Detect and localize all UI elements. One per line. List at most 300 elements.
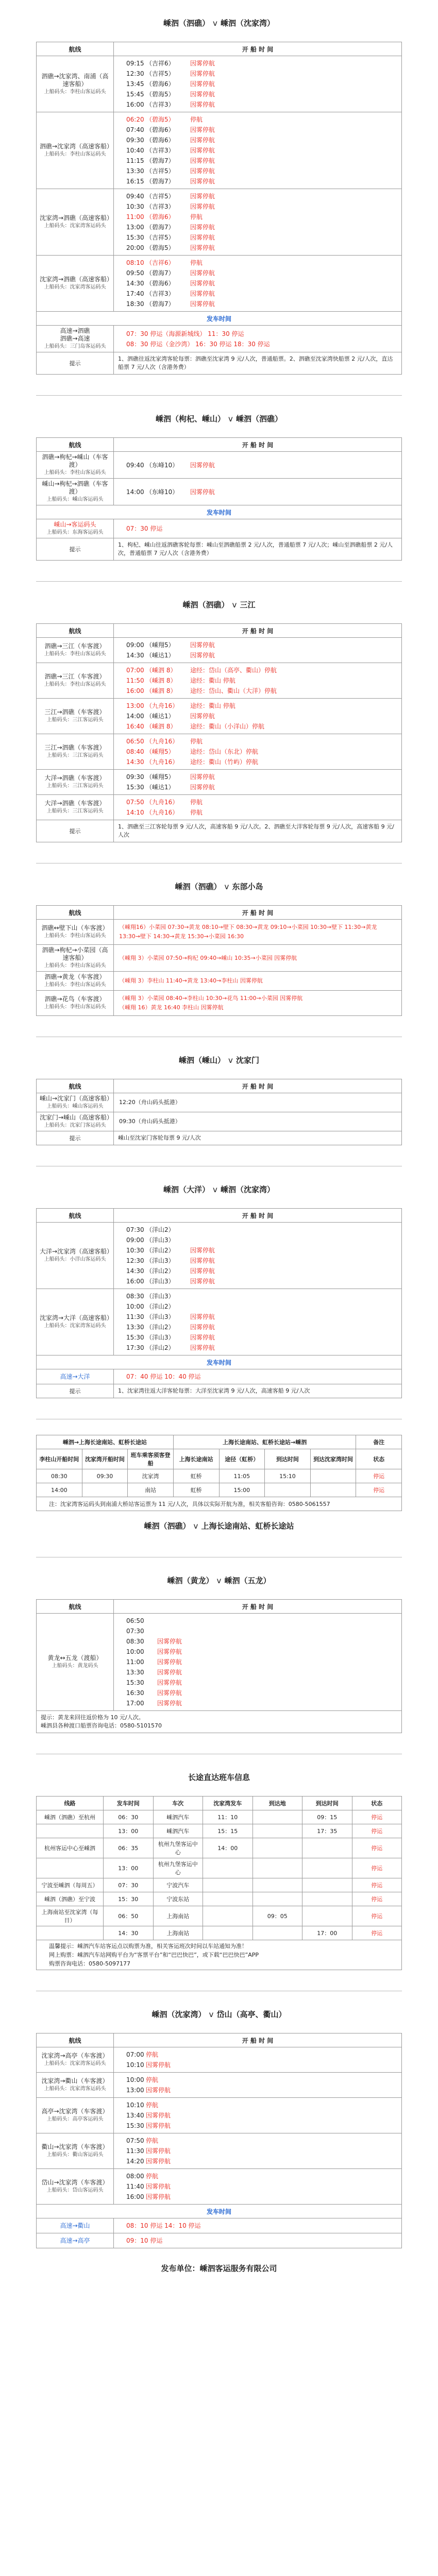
departure-row [114, 222, 401, 232]
route-name: 沈家湾→高亭（车客渡） [41, 2052, 109, 2059]
vessel-name: （嵊泗 8） [146, 677, 177, 684]
route-cell: 上海南站至沈家湾（每日） [37, 1906, 104, 1926]
departure-row [114, 89, 401, 99]
column-header: 状态 [352, 1797, 402, 1810]
departure-time: 07:30 [126, 1226, 144, 1233]
boarding-pier: 上船码头：沈家门客运码头 [44, 1123, 106, 1128]
vessel-name: （嵊达1） [146, 652, 175, 659]
section-title: 嵊泗（黄龙） v 嵊泗（五龙） [167, 1576, 271, 1585]
note-text: 1、泗礁往返沈家湾客轮每票：泗礁至沈家湾 9 元/人次，普通船票。2、泗礁至沈家湾快船票 2 元/人次，直达船票 7 元/人次（含港务费） [114, 352, 402, 375]
departure-row [114, 1322, 401, 1332]
departure-row [114, 807, 401, 818]
departure-row [114, 176, 401, 187]
table-row [37, 1926, 402, 1940]
route-cell: 嵊泗（泗礁）至宁波 [37, 1892, 104, 1906]
status-cell: 停运 [352, 1810, 402, 1824]
departure-time: 14:10 [126, 809, 144, 816]
table-cell: 14：30 [104, 1926, 154, 1940]
schedule-line: （嵊翔16）小菜园 07:30→黄龙 08:10→壁下 08:30→黄龙 09:10→小菜园 10:30→壁下 11:30→黄龙 13:30→壁下 14:30→黄龙 15:30→小菜园 16:30 [119, 924, 377, 940]
departure-row [114, 1677, 401, 1688]
boarding-pier: 上船码头：岱山客运码头 [46, 2188, 104, 2193]
schedule-line: （嵊翔 3）小菜园 07:50→枸杞 09:40→嵊山 10:35→小菜园 因雾停航 [119, 954, 297, 961]
vessel-name: （吉祥5） [146, 193, 175, 200]
departure-row [114, 1636, 401, 1647]
departure-status: 停航 [146, 2076, 159, 2083]
departure-status: 因雾停航 [190, 784, 215, 791]
route-cell [37, 189, 114, 256]
table-cell: 06：35 [104, 1838, 154, 1858]
vessel-name: （洋山2） [146, 1226, 175, 1233]
departure-row [114, 2181, 401, 2192]
table-cell: 15：30 [104, 1892, 154, 1906]
departure-time: 08:30 [126, 1293, 144, 1300]
departure-status: 因雾停航 [190, 157, 215, 164]
departure-status: 因雾停航 [190, 652, 215, 659]
departure-time: 11:30 [126, 1313, 144, 1320]
vessel-name: （碧海6） [146, 280, 175, 287]
departure-status: 因雾停航 [190, 773, 215, 781]
table-cell: 13：00 [104, 1858, 154, 1878]
table-cell: 上海南站 [153, 1906, 203, 1926]
departure-time: 14:20 [126, 2158, 144, 2165]
timetable: 航线 开 船 时 间 嵊山→沈家门（高速客船） 上船码头：嵊山客运码头 12:20（舟山码头抵港） 沈家门→嵊山（高速客船） 上船码头：沈家门客运码头 09:30（舟山码头抵港） 提示 嵊山至沈家门客轮每票 9 元/人次 [36, 1079, 402, 1145]
route-cell [37, 972, 114, 991]
status-cell: 停运 [352, 1838, 402, 1858]
departure-time: 17:30 [126, 1344, 144, 1351]
departure-times [114, 2133, 402, 2169]
departure-status: 因雾停航 [157, 1669, 182, 1676]
departure-row [114, 1266, 401, 1276]
vessel-name: （吉祥3） [146, 147, 175, 154]
table-cell: 11：10 [203, 1810, 253, 1824]
timetable: 航线 开 船 时 间 泗礁→枸杞→嵊山（车客渡） 上船码头：李柱山客运码头 09:40 （东峰10） 因雾停航 嵊山→枸杞→泗礁（车客渡） 上船码头：嵊山客运码头 14:00 （东峰10） 因雾停航 发车时间 嵊山→客运码头 上船码头：东海客运码头 07：30 停运 提示 1、枸杞、嵊山往返泗礁客轮每票：嵊山至泗礁船票 2 元/人次，普通船票 7 元/人次；嵊山至泗礁船票 2 元/人次，普通船票 7 元/人次（含港务费） [36, 437, 402, 561]
vessel-name: （吉祥5） [146, 167, 175, 175]
table-cell: 17：35 [302, 1824, 352, 1838]
departure-status: 因雾停航 [190, 1278, 215, 1285]
departure-row [114, 782, 401, 792]
departure-time: 09:30 [126, 773, 144, 781]
route-name: 沈家门→嵊山（高速客船） [40, 1114, 113, 1121]
route-cell [37, 699, 114, 734]
departure-time: 06:20 [126, 116, 144, 123]
column-header: 沈家湾开船时间 [82, 1449, 128, 1469]
departure-times [114, 734, 402, 770]
boarding-pier: 上船码头：李柱山客运码头 [44, 963, 106, 969]
departure-status: 停航 [190, 259, 203, 266]
departure-row [114, 299, 401, 309]
departure-time: 10:10 [126, 2061, 144, 2069]
column-header: 到达时间 [265, 1449, 311, 1469]
column-header: 李柱山开船时间 [37, 1449, 82, 1469]
route-name: 泗礁→三江（车客渡） [44, 673, 106, 680]
departure-time: 08:30 [126, 1638, 144, 1645]
table-cell [252, 1838, 302, 1858]
route-cell [37, 638, 114, 663]
timetable: 航线 开 船 时 间 大洋→沈家湾（高速客船） 上船码头：小洋山客运码头 07:30 （洋山2） 09:00 （洋山3） 10:30 （洋山2） 因雾停航 12:30 （洋山3） 因雾停航 14:30 （洋山2） 因雾停航 16:00 （洋山3） 因雾停航 沈家湾→大洋（高速客船） 上船码头：沈家湾客运码头 08:30 （洋山3） 10:00 （洋山2） 11:30 （洋山3） 因雾停航 13:30 （洋山2） 因雾停航 15:30 （洋山3） 因雾停航 17:30 （洋山2） 因雾停航 发车时间 高速→大洋 07：40 停运 10：40 停运 提示 1、沈家湾往返大洋客轮每票：大洋至沈家湾 9 元/人次，高速客船 9 元/人次 [36, 1208, 402, 1398]
departure-time: 07:00 [126, 2051, 144, 2058]
vessel-name: （九舟16） [146, 809, 179, 816]
vessel-name: （吉祥5） [146, 70, 175, 77]
vessel-name: （九舟16） [146, 738, 179, 745]
departure-row [114, 2100, 401, 2110]
table-cell [203, 1858, 253, 1878]
table-cell [252, 1858, 302, 1878]
departure-status: 因雾停航 [146, 2158, 171, 2165]
vessel-name: （九舟16） [146, 758, 179, 766]
departure-time: 13:00 [126, 224, 144, 231]
route-name: 泗礁→枸杞→小菜园（高速客船） [42, 946, 108, 961]
departure-time: 16:00 [126, 2193, 144, 2200]
departure-status: 因雾停航 [190, 1334, 215, 1341]
departure-text [114, 920, 402, 945]
section-gouqi-sijiao [0, 396, 438, 561]
departure-row [114, 2136, 401, 2146]
departure-times [114, 1289, 402, 1355]
departure-time: 16:15 [126, 178, 144, 185]
timetable: 航线 开 船 时 间 黄龙↔五龙（渡船） 上船码头：黄龙码头 06:50 07:30 08:30 因雾停航 10:00 因雾停航 11:00 因雾停航 13:30 因雾停航 15:30 因雾停航 16:30 因雾停航 17:00 因雾停航 提示：黄龙来回往返价格为 10 元/人次。 嵊泗县各种渡口船票咨询电话：0580-5101570 [36, 1599, 402, 1733]
departure-time: 07:00 [126, 667, 144, 674]
status-cell: 停运 [352, 1824, 402, 1838]
vessel-name: （洋山2） [146, 1324, 175, 1331]
departure-time: 14:30 [126, 280, 144, 287]
table-cell: 宁波汽车 [153, 1878, 203, 1892]
section-title: 嵊泗（沈家湾） v 岱山（高亭、衢山） [151, 2010, 287, 2019]
table-cell: 14：00 [203, 1838, 253, 1858]
departure-time: 13:40 [126, 2112, 144, 2119]
departure-time: 11:15 [126, 157, 144, 164]
vessel-name: （嵊达1） [146, 784, 175, 791]
route-row [37, 2073, 402, 2098]
table-cell: 17：00 [302, 1926, 352, 1940]
vessel-name: （洋山2） [146, 1247, 175, 1254]
route-cell [37, 2169, 114, 2205]
section-shanghai-bus [0, 1419, 438, 1536]
departure-status: 途经：衢山 停航 [190, 702, 235, 709]
boarding-pier: 上船码头：沈家湾客运码头 [44, 2086, 106, 2092]
vessel-name: （碧海5） [146, 116, 175, 123]
table-cell: 虹桥 [173, 1483, 219, 1497]
route-cell [37, 1926, 104, 1940]
departure-row [114, 747, 401, 757]
departure-time: 15:30 [126, 1679, 144, 1686]
departure-status: 停航 [146, 2173, 159, 2180]
departure-time: 10:00 [126, 2076, 144, 2083]
departure-row [114, 258, 401, 268]
departure-time: 10:00 [126, 1648, 144, 1655]
departure-times [114, 770, 402, 795]
section-long-distance-bus [0, 1754, 438, 1970]
route-cell [37, 1289, 114, 1355]
departure-status: 因雾停航 [190, 167, 215, 175]
table-cell: 11:05 [219, 1469, 265, 1483]
vessel-name: （碧海7） [146, 269, 175, 277]
departure-status: 因雾停航 [190, 269, 215, 277]
route-name: 泗礁→花鸟（车客渡） [44, 995, 106, 1003]
table-cell [252, 1878, 302, 1892]
departure-row [114, 212, 401, 222]
departure-status: 停航 [190, 799, 203, 806]
route-row [37, 699, 402, 734]
boarding-pier: 上船码头：嵊山客运码头 [46, 1104, 104, 1109]
table-cell: 09：05 [252, 1906, 302, 1926]
departure-time: 16:00 [126, 687, 144, 694]
route-row [37, 991, 402, 1016]
route-name: 泗礁→沈家湾（高速客船） [40, 143, 113, 150]
route-row [37, 945, 402, 972]
departure-row [114, 2060, 401, 2070]
route-cell [37, 770, 114, 795]
departure-status: 因雾停航 [146, 2087, 171, 2094]
departure-status: 因雾停航 [146, 2147, 171, 2155]
boarding-pier: 上船码头：李柱山客运码头 [44, 682, 106, 687]
route-row [37, 56, 402, 112]
departure-time: 15:30 [126, 234, 144, 241]
departure-time: 09:50 [126, 269, 144, 277]
departure-row [114, 2110, 401, 2121]
boarding-pier: 上船码头：沈家湾客运码头 [44, 223, 106, 229]
departure-text [114, 991, 402, 1016]
route-name: 沈家湾→大洋（高速客船） [40, 1314, 113, 1321]
departure-time: 14:00 [126, 713, 144, 720]
departure-text [114, 1093, 402, 1112]
table-cell: 上海南站 [153, 1926, 203, 1940]
vessel-name: （洋山2） [146, 1303, 175, 1310]
route-row [37, 256, 402, 312]
departure-row [114, 268, 401, 278]
table-row [37, 1810, 402, 1824]
departure-row [114, 232, 401, 243]
publisher-footer: 发布单位：嵊泗客运服务有限公司 [161, 2264, 277, 2273]
departure-status: 途经：衢山 停航 [190, 677, 235, 684]
section-sijiao-shenjiawan [0, 0, 438, 375]
vessel-name: （洋山3） [146, 1257, 175, 1264]
departure-status: 途经：衢山（竹屿）停航 [190, 758, 259, 766]
departure-time: 11:00 [126, 213, 144, 221]
departure-row [114, 675, 401, 686]
departure-times [114, 795, 402, 820]
boarding-pier: 上船码头：沈家湾客运码头 [44, 284, 106, 290]
table-row [37, 1878, 402, 1892]
vessel-name: （吉祥3） [146, 101, 175, 108]
schedule-line: （嵊翔 3）小菜园 08:40→李柱山 10:30→花鸟 11:00→小菜园 因雾停航 [119, 995, 303, 1002]
departure-row [114, 711, 401, 721]
departure-status: 因雾停航 [190, 290, 215, 297]
departure-status: 因雾停航 [190, 91, 215, 98]
boarding-pier: 上船码头：高亭客运码头 [46, 2116, 104, 2122]
note-label: 提示 [37, 352, 114, 375]
table-cell: 杭州九堡客运中心 [153, 1838, 203, 1858]
schedule-line: （嵊翔 16）黄龙 16:40 李柱山 因雾停航 [119, 1004, 224, 1011]
table-cell: 13：00 [104, 1824, 154, 1838]
vessel-name: （嵊达1） [146, 713, 175, 720]
departure-status: 停航 [146, 2051, 159, 2058]
table-cell: 沈家湾 [128, 1469, 174, 1483]
timetable: 航线 开 船 时 间 泗礁↔壁下山（车客渡） 上船码头：李柱山客运码头 （嵊翔16）小菜园 07:30→黄龙 08:10→壁下 08:30→黄龙 09:10→小菜园 10:30→壁下 11:30→黄龙 13:30→壁下 14:30→黄龙 15:30→小菜园 16:30 泗礁→枸杞→小菜园（高速客船） 上船码头：李柱山客运码头 （嵊翔 3）小菜园 07:50→枸杞 09:40→嵊山 10:35→小菜园 因雾停航 泗礁→黄龙（车客渡） 上船码头：李柱山客运码头 （嵊翔 3）李柱山 11:40→黄龙 13:40→李柱山 因雾停航 泗礁→花鸟（车客渡） 上船码头：李柱山客运码头 （嵊翔 3）小菜园 08:40→李柱山 10:30→花鸟 11:00→小菜园 因雾停航 （嵊翔 16）黄龙 16:40 李柱山 因雾停航 [36, 905, 402, 1016]
table-cell [203, 1926, 253, 1940]
status-cell: 停运 [352, 1858, 402, 1878]
table-cell [252, 1810, 302, 1824]
table-cell: 06：50 [104, 1906, 154, 1926]
table-cell [302, 1906, 352, 1926]
departure-time: 11:30 [126, 2147, 144, 2155]
departure-status: 因雾停航 [190, 1267, 215, 1275]
departure-status: 停航 [190, 738, 203, 745]
departure-time: 08:10 [126, 259, 144, 266]
departure-time: 09:30 [126, 137, 144, 144]
column-header: 到达沈家湾时间 [310, 1449, 356, 1469]
departure-time: 13:00 [126, 702, 144, 709]
departure-times [114, 2169, 402, 2205]
departure-row [114, 2075, 401, 2085]
departure-row [114, 1235, 401, 1245]
boarding-pier: 上船码头：李柱山客运码头 [44, 1004, 106, 1010]
departure-times [114, 699, 402, 734]
vessel-name: （嵊泗 8） [146, 687, 177, 694]
departure-status: 因雾停航 [157, 1689, 182, 1697]
departure-row [114, 1332, 401, 1343]
boarding-pier: 上船码头：李柱山客运码头 [44, 982, 106, 988]
table-cell [302, 1878, 352, 1892]
route-row [37, 2169, 402, 2205]
table-cell: 06：30 [104, 1810, 154, 1824]
schedule-line: 09:30（舟山码头抵港） [119, 1118, 181, 1125]
route-cell [37, 112, 114, 189]
section-title: 嵊泗（嵊山） v 沈家门 [179, 1056, 259, 1065]
departure-status: 因雾停航 [190, 193, 215, 200]
departure-times [114, 2047, 402, 2073]
departure-row [114, 278, 401, 289]
section-shenjiawan-daishan [0, 1991, 438, 2248]
vessel-name: （洋山2） [146, 1267, 175, 1275]
departure-time: 15:30 [126, 1334, 144, 1341]
departure-time: 08:40 [126, 748, 144, 755]
route-name: 沈家湾→衢山（车客渡） [41, 2077, 109, 2084]
column-header: 班车乘客须客登船 [128, 1449, 174, 1469]
route-row [37, 920, 402, 945]
departure-row [114, 1647, 401, 1657]
departure-status: 因雾停航 [146, 2061, 171, 2069]
route-row [37, 1289, 402, 1355]
section-title: 嵊泗（泗礁） v 三江 [182, 600, 256, 609]
table-cell: 南站 [128, 1483, 174, 1497]
departure-times [114, 638, 402, 663]
departure-row [114, 114, 401, 125]
section-title: 嵊泗（泗礁） v 嵊泗（沈家湾） [163, 19, 275, 28]
departure-time: 10:00 [126, 1303, 144, 1310]
table-cell: 14:00 [37, 1483, 82, 1497]
table-cell [252, 1824, 302, 1838]
boarding-pier: 上船码头：三江客运码头 [46, 753, 104, 758]
boarding-pier: 上船码头：三江客运码头 [46, 717, 104, 723]
departure-time: 12:30 [126, 70, 144, 77]
departure-row [114, 1245, 401, 1256]
departure-status: 因雾停航 [190, 1344, 215, 1351]
status-cell: 停运 [352, 1878, 402, 1892]
departure-row [114, 1626, 401, 1636]
vessel-name: （吉祥3） [146, 290, 175, 297]
boarding-pier: 上船码头：小洋山客运码头 [44, 1257, 106, 1262]
departure-time: 15:30 [126, 2122, 144, 2129]
table-row [37, 1858, 402, 1878]
status-cell: 停运 [352, 1906, 402, 1926]
status-cell: 停运 [356, 1483, 402, 1497]
vessel-name: （吉祥3） [146, 203, 175, 210]
departure-time: 16:40 [126, 723, 144, 730]
departure-time: 13:30 [126, 1669, 144, 1676]
header-route: 航线 [37, 42, 114, 56]
table-cell: 09：15 [302, 1810, 352, 1824]
departure-times [114, 189, 402, 256]
departure-row [114, 1225, 401, 1235]
route-cell [37, 920, 114, 945]
departure-time: 14:30 [126, 1267, 144, 1275]
section-caption: 嵊泗（泗礁） v 上海长途南站、虹桥长途站 [144, 1521, 294, 1531]
departure-row [114, 135, 401, 145]
timetable: 航线 开 船 时 间 沈家湾→高亭（车客渡） 上船码头：沈家湾客运码头 07:00 停航 10:10 因雾停航 沈家湾→衢山（车客渡） 上船码头：沈家湾客运码头 10:00 停航 13:00 因雾停航 高亭→沈家湾（车客渡） 上船码头：高亭客运码头 10:10 停航 13:40 因雾停航 15:30 因雾停航 衢山→沈家湾（车客渡） 上船码头：衢山客运码头 07:50 停航 11:30 因雾停航 14:20 因雾停航 岱山→沈家湾（车客渡） 上船码头：岱山客运码头 08:00 停航 11:40 因雾停航 16:00 因雾停航 发车时间 高速→衢山 08：10 停运 14：10 停运 高速→高亭 09：10 停运 [36, 2033, 402, 2248]
vessel-name: （碧海7） [146, 178, 175, 185]
table-cell [203, 1878, 253, 1892]
table-cell [203, 1892, 253, 1906]
departure-status: 因雾停航 [190, 1313, 215, 1320]
table-cell [302, 1858, 352, 1878]
departure-row [114, 650, 401, 660]
route-cell [37, 663, 114, 699]
departure-status: 因雾停航 [157, 1658, 182, 1666]
departure-times [114, 2098, 402, 2133]
vessel-name: （碧海7） [146, 157, 175, 164]
departure-status: 因雾停航 [190, 70, 215, 77]
departure-row [114, 736, 401, 747]
route-row [37, 734, 402, 770]
table-row [37, 1838, 402, 1858]
section-huanglong-wulong [0, 1557, 438, 1733]
departure-status: 因雾停航 [190, 244, 215, 251]
departure-status: 因雾停航 [157, 1679, 182, 1686]
table-cell: 15:00 [219, 1483, 265, 1497]
departure-time: 13:00 [126, 2087, 144, 2094]
departure-time: 11:50 [126, 677, 144, 684]
route-cell: 杭州客运中心至嵊泗 [37, 1838, 104, 1858]
departure-row [114, 1667, 401, 1677]
route-name: 泗礁→黄龙（车客渡） [44, 973, 106, 980]
departure-time: 10:30 [126, 203, 144, 210]
route-row [37, 2047, 402, 2073]
vessel-name: （嵊翔5） [146, 773, 175, 781]
departure-row [114, 145, 401, 156]
departure-status: 因雾停航 [190, 60, 215, 67]
departure-time: 07:50 [126, 799, 144, 806]
departure-row [114, 2156, 401, 2166]
route-cell [37, 795, 114, 820]
status-cell: 停运 [352, 1892, 402, 1906]
departure-row [114, 686, 401, 696]
vessel-name: （碧海7） [146, 300, 175, 308]
departure-time: 10:40 [126, 147, 144, 154]
boarding-pier: 上船码头：衢山客运码头 [46, 2152, 104, 2158]
column-header: 沈家湾发车 [203, 1797, 253, 1810]
section-sijiao-sanjiang [0, 582, 438, 842]
departure-row [114, 1616, 401, 1626]
vessel-name: （洋山3） [146, 1293, 175, 1300]
departure-time: 16:00 [126, 1278, 144, 1285]
departure-text [114, 1112, 402, 1131]
departure-time: 10:10 [126, 2102, 144, 2109]
departure-row [114, 166, 401, 176]
vessel-name: （嵊泗 8） [146, 723, 177, 730]
table-cell [302, 1892, 352, 1906]
departure-row [114, 1291, 401, 1301]
departure-status: 途经：岱山（高亭、衢山）停航 [190, 667, 277, 674]
